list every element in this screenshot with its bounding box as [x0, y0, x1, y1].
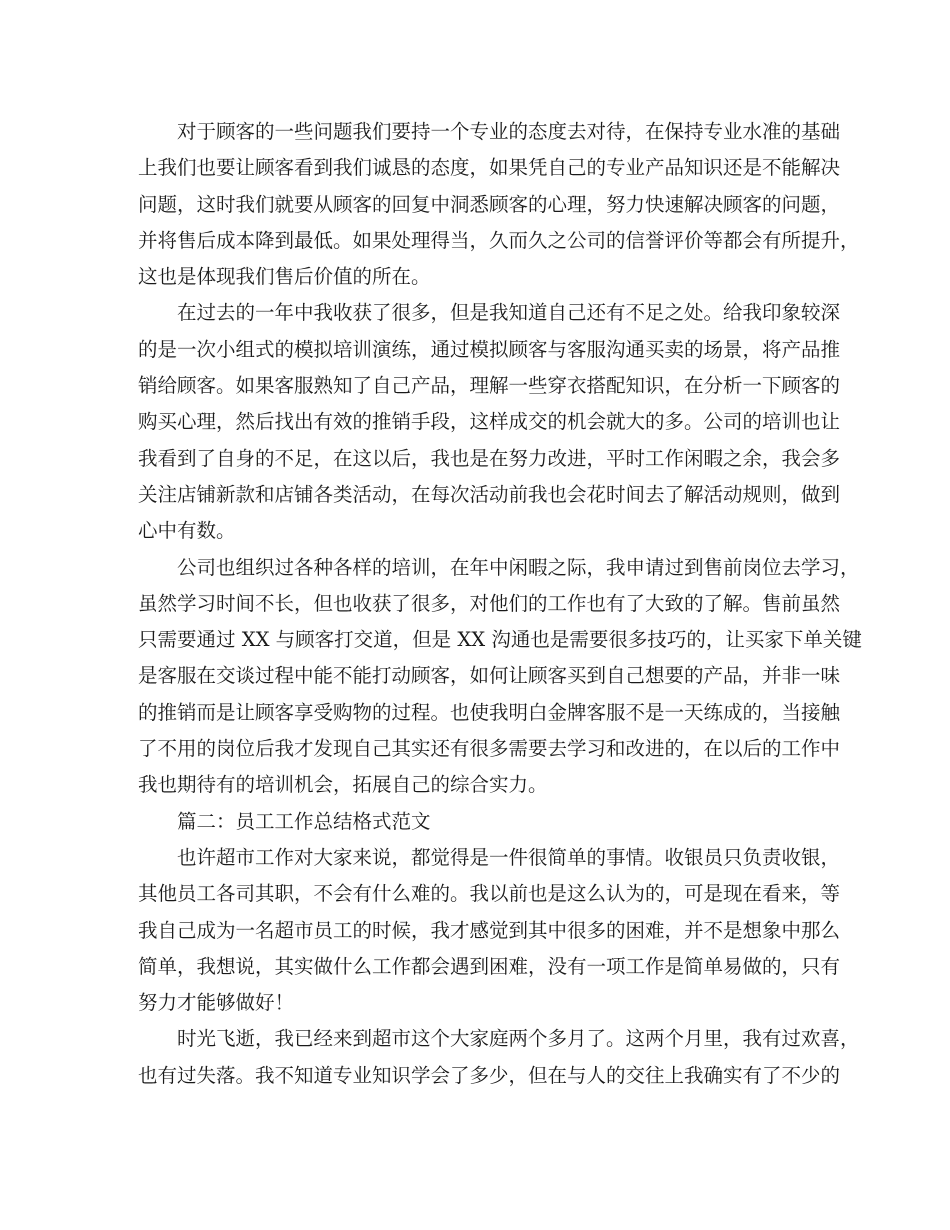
text-line: 时光飞逝，我已经来到超市这个大家庭两个多月了。这两个月里，我有过欢喜， — [177, 1027, 860, 1051]
text-line: 在过去的一年中我收获了很多，但是我知道自己还有不足之处。给我印象较深 — [177, 301, 841, 325]
text-line: 也有过失落。我不知道专业知识学会了多少，但在与人的交往上我确实有了不少的 — [138, 1063, 841, 1087]
text-line: 购买心理，然后找出有效的推销手段，这样成交的机会就大的多。公司的培训也让 — [138, 410, 841, 434]
text-line: 篇二：员工工作总结格式范文 — [177, 809, 431, 833]
text-line: 我看到了自身的不足，在这以后，我也是在努力改进，平时工作闲暇之余，我会多 — [138, 446, 841, 470]
text-line: 简单，我想说，其实做什么工作都会遇到困难，没有一项工作是简单易做的，只有 — [138, 954, 841, 978]
text-line: 努力才能够做好！ — [138, 991, 295, 1015]
text-line: 只需要通过 XX 与顾客打交道，但是 XX 沟通也是需要很多技巧的，让买家下单关键 — [138, 628, 862, 652]
text-line: 心中有数。 — [138, 519, 236, 543]
text-line: 公司也组织过各种各样的培训，在年中闲暇之际，我申请过到售前岗位去学习， — [177, 555, 860, 579]
text-line: 上我们也要让顾客看到我们诚恳的态度，如果凭自己的专业产品知识还是不能解决 — [138, 156, 841, 180]
document-body — [138, 114, 862, 1094]
text-line: 我也期待有的培训机会，拓展自己的综合实力。 — [138, 773, 548, 797]
text-line: 虽然学习时间不长，但也收获了很多，对他们的工作也有了大致的了解。售前虽然 — [138, 591, 841, 615]
text-line: 对于顾客的一些问题我们要持一个专业的态度去对待，在保持专业水准的基础 — [177, 120, 841, 143]
text-line: 问题，这时我们就要从顾客的回复中洞悉顾客的心理，努力快速解决顾客的问题， — [138, 192, 841, 216]
text-line: 其他员工各司其职，不会有什么难的。我以前也是这么认为的，可是现在看来，等 — [138, 882, 841, 906]
text-line: 的是一次小组式的模拟培训演练，通过模拟顾客与客服沟通买卖的场景，将产品推 — [138, 337, 841, 361]
text-line: 这也是体现我们售后价值的所在。 — [138, 265, 431, 289]
text-line: 关注店铺新款和店铺各类活动，在每次活动前我也会花时间去了解活动规则，做到 — [138, 482, 841, 506]
text-line: 我自己成为一名超市员工的时候，我才感觉到其中很多的困难，并不是想象中那么 — [138, 918, 841, 942]
text-line: 的推销而是让顾客享受购物的过程。也使我明白金牌客服不是一天练成的，当接触 — [138, 700, 841, 724]
text-line: 是客服在交谈过程中能不能打动顾客，如何让顾客买到自己想要的产品，并非一味 — [138, 664, 841, 688]
text-line: 也许超市工作对大家来说，都觉得是一件很简单的事情。收银员只负责收银， — [177, 845, 841, 869]
text-line: 并将售后成本降到最低。如果处理得当，久而久之公司的信誉评价等都会有所提升， — [138, 228, 860, 252]
text-line: 销给顾客。如果客服熟知了自己产品，理解一些穿衣搭配知识，在分析一下顾客的 — [138, 374, 841, 398]
text-line: 了不用的岗位后我才发现自己其实还有很多需要去学习和改进的，在以后的工作中 — [138, 737, 841, 761]
